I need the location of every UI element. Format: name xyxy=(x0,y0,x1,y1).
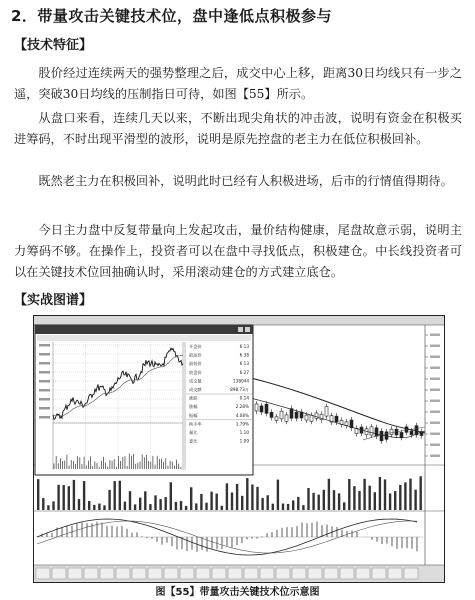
popup-label: 换手率 xyxy=(189,421,202,427)
popup-value: 0.14 xyxy=(239,395,249,401)
popup-label: 收盘价 xyxy=(189,369,202,375)
practice-chart-tag: 【实战图谱】 xyxy=(14,293,93,308)
popup-label: 量比 xyxy=(189,430,198,435)
popup-value: 1.10 xyxy=(239,430,249,435)
popup-label: 涨幅 xyxy=(189,404,198,410)
popup-label: 成交额 xyxy=(189,387,202,392)
popup-label: 最高价 xyxy=(189,352,202,358)
paragraph-1: 股价经过连续两天的强势整理之后，成交中心上移，距离30日均线只有一步之遥，突破30日均线的压制指日可待，如图【55】所示。 xyxy=(14,66,462,102)
popup-label: 最低价 xyxy=(189,361,202,367)
popup-value: 1.09 xyxy=(239,438,249,444)
figure-caption: 图【55】带量攻击关键技术位示意图 xyxy=(155,587,320,598)
popup-label: 委比 xyxy=(189,438,198,444)
tech-features-tag: 【技术特征】 xyxy=(14,38,93,53)
popup-value: 2.28% xyxy=(235,404,249,410)
popup-value: 6.27 xyxy=(239,369,249,375)
popup-label: 开盘价 xyxy=(189,344,202,349)
popup-label: 振幅 xyxy=(189,412,198,418)
popup-value: 6.38 xyxy=(239,352,249,358)
popup-value: 138044 xyxy=(233,378,249,384)
popup-value: 6.13 xyxy=(239,344,249,349)
popup-value: 1.79% xyxy=(235,421,249,427)
popup-value: 4.08% xyxy=(235,412,249,418)
popup-value: 898.73万 xyxy=(230,387,249,392)
paragraph-4: 今日主力盘中反复带量向上发起攻击，量价结构健康，尾盘故意示弱，说明主力筹码不够。在操作上，投资者可以在盘中寻找低点，积极建仓。中长线投资者可以在关键技术位回抽确认时，采用滚动建仓的方式建立底仓。 xyxy=(14,223,462,280)
paragraph-2: 从盘口来看，连续几天以来，不断出现尖角状的冲击波，说明有资金在积极买进筹码，不时出现平滑型的波形，说明是原先控盘的老主力在低位积极回补。 xyxy=(14,111,462,147)
popup-label: 成交量 xyxy=(189,378,202,384)
section-heading: 2．带量攻击关键技术位，盘中逢低点积极参与 xyxy=(11,7,332,25)
popup-label: 涨跌 xyxy=(189,395,198,401)
popup-value: 6.13 xyxy=(239,361,249,367)
stock-chart-figure xyxy=(33,315,445,583)
paragraph-3: 既然老主力在积极回补，说明此时已经有人积极进场，后市的行情值得期待。 xyxy=(38,174,453,188)
